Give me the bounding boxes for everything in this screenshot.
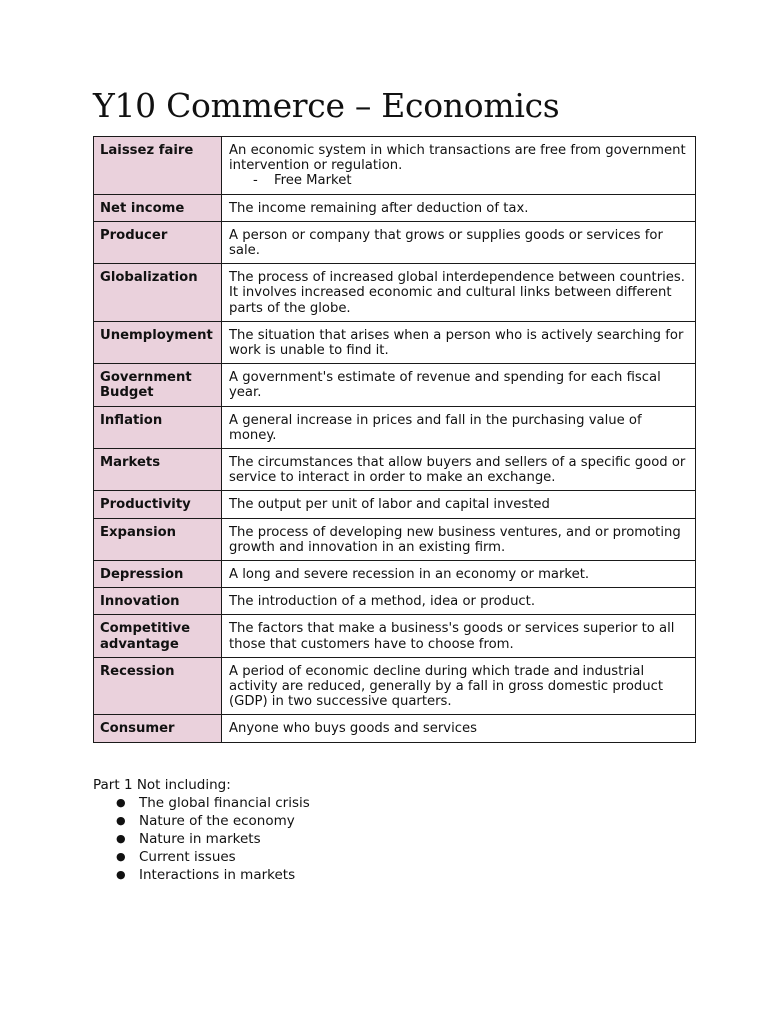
glossary-table-body xyxy=(94,137,696,743)
glossary-row xyxy=(94,221,696,263)
glossary-row xyxy=(94,364,696,406)
glossary-row xyxy=(94,588,696,615)
glossary-definition-cell xyxy=(222,137,696,195)
glossary-definition: A person or company that grows or supplies goods or services for sale. xyxy=(229,227,663,259)
notes-list xyxy=(93,794,310,884)
glossary-row xyxy=(94,518,696,560)
glossary-term: Markets xyxy=(94,449,222,491)
glossary-term: Laissez faire xyxy=(94,137,222,195)
glossary-row xyxy=(94,615,696,657)
bullet-icon: ● xyxy=(116,796,126,809)
glossary-definition-cell xyxy=(222,588,696,615)
notes-item-text: Current issues xyxy=(139,849,236,865)
notes-list-item xyxy=(93,830,310,848)
notes-list-item xyxy=(93,812,310,830)
glossary-term: Unemployment xyxy=(94,321,222,363)
notes-section xyxy=(93,776,310,884)
glossary-definition: The factors that make a business's goods or services superior to all those that customers have to choose from. xyxy=(229,621,675,652)
glossary-definition: The process of increased global interdependence between countries. It involves increased economic and cultural links between different parts of the globe. xyxy=(229,270,685,316)
glossary-definition-cell xyxy=(222,449,696,491)
glossary-row xyxy=(94,321,696,363)
glossary-term: Government Budget xyxy=(94,364,222,406)
bullet-icon: ● xyxy=(116,850,126,863)
glossary-definition-cell xyxy=(222,221,696,263)
glossary-term: Consumer xyxy=(94,715,222,742)
glossary-term: Depression xyxy=(94,561,222,588)
glossary-row xyxy=(94,137,696,195)
glossary-definition: A period of economic decline during which trade and industrial activity are reduced, generally by a fall in gross domestic product (GDP) in two successive quarters. xyxy=(229,663,664,710)
notes-list-item xyxy=(93,866,310,884)
glossary-term: Productivity xyxy=(94,491,222,518)
glossary-term: Producer xyxy=(94,221,222,263)
glossary-definition-cell xyxy=(222,321,696,363)
glossary-definition: An economic system in which transactions are free from government intervention or regulation. xyxy=(229,143,686,174)
notes-item-text: The global financial crisis xyxy=(139,795,310,811)
glossary-definition: The introduction of a method, idea or product. xyxy=(229,594,536,610)
glossary-definition-cell xyxy=(222,406,696,448)
glossary-definition-cell xyxy=(222,491,696,518)
glossary-term: Globalization xyxy=(94,264,222,322)
glossary-definition: The output per unit of labor and capital invested xyxy=(229,497,550,513)
page-title: Y10 Commerce – Economics xyxy=(93,86,560,125)
glossary-row xyxy=(94,561,696,588)
glossary-term: Net income xyxy=(94,194,222,221)
notes-item-text: Nature of the economy xyxy=(139,813,295,829)
glossary-row xyxy=(94,657,696,715)
glossary-row xyxy=(94,715,696,742)
notes-heading: Part 1 Not including: xyxy=(93,777,231,793)
glossary-definition-cell xyxy=(222,264,696,322)
glossary-definition-cell xyxy=(222,657,696,715)
glossary-definition: A general increase in prices and fall in the purchasing value of money. xyxy=(229,412,642,443)
glossary-term: Competitive advantage xyxy=(94,615,222,657)
glossary-term: Recession xyxy=(94,657,222,715)
bullet-icon: ● xyxy=(116,814,126,827)
glossary-row xyxy=(94,264,696,322)
sub-item-text: Free Market xyxy=(274,173,352,189)
glossary-row xyxy=(94,449,696,491)
glossary-sub-item xyxy=(229,173,689,188)
glossary-definition: A long and severe recession in an economy or market. xyxy=(229,567,590,583)
glossary-definition-cell xyxy=(222,561,696,588)
glossary-term: Expansion xyxy=(94,518,222,560)
glossary-definition-cell xyxy=(222,615,696,657)
bullet-icon: ● xyxy=(116,832,126,845)
glossary-term: Inflation xyxy=(94,406,222,448)
glossary-definition: The process of developing new business ventures, and or promoting growth and innovation in an existing firm. xyxy=(229,524,681,555)
glossary-definition-cell xyxy=(222,715,696,742)
notes-list-item xyxy=(93,848,310,866)
glossary-row xyxy=(94,406,696,448)
notes-list-item xyxy=(93,794,310,812)
glossary-definition-cell xyxy=(222,194,696,221)
glossary-definition: The situation that arises when a person who is actively searching for work is unable to find it. xyxy=(229,327,684,359)
glossary-definition-cell xyxy=(222,518,696,560)
glossary-definition: The circumstances that allow buyers and sellers of a specific good or service to interact in order to make an exchange. xyxy=(229,455,686,486)
glossary-table xyxy=(93,136,696,743)
glossary-row xyxy=(94,491,696,518)
notes-item-text: Interactions in markets xyxy=(139,867,296,883)
glossary-definition: The income remaining after deduction of tax. xyxy=(229,200,529,216)
glossary-term: Innovation xyxy=(94,588,222,615)
glossary-definition-cell xyxy=(222,364,696,406)
glossary-row xyxy=(94,194,696,221)
sub-item-marker: - xyxy=(253,173,258,189)
glossary-definition: Anyone who buys goods and services xyxy=(229,721,477,737)
glossary-definition: A government's estimate of revenue and spending for each fiscal year. xyxy=(229,370,661,401)
bullet-icon: ● xyxy=(116,868,126,881)
notes-item-text: Nature in markets xyxy=(139,831,261,847)
